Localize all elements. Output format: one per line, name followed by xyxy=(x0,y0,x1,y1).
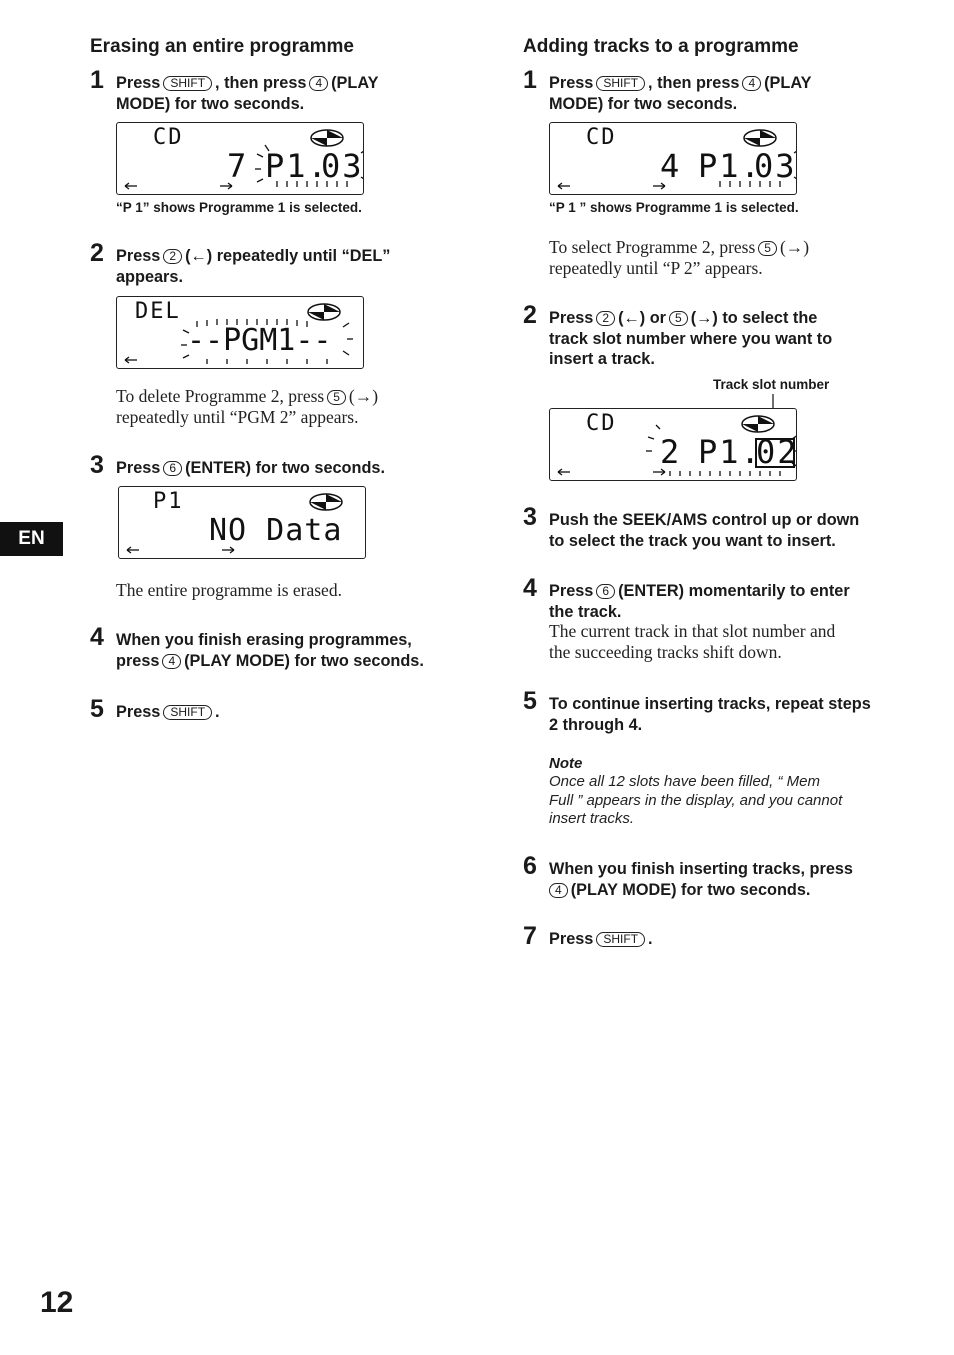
shift-key: SHIFT xyxy=(163,705,212,720)
key-5: 5 xyxy=(669,311,688,326)
lcd-display xyxy=(116,122,364,195)
step-note: The entire programme is erased. xyxy=(116,580,342,600)
step-number: 2 xyxy=(523,301,537,329)
key-4: 4 xyxy=(742,76,761,91)
disc-icon xyxy=(744,130,776,146)
step-text: To continue inserting tracks, repeat steps 2 through 4. xyxy=(549,695,871,734)
shift-key: SHIFT xyxy=(596,932,645,947)
key-4: 4 xyxy=(309,76,328,91)
step-number: 4 xyxy=(523,574,537,602)
step-number: 2 xyxy=(90,239,104,267)
lcd-main-text: --PGM1-- xyxy=(187,323,332,358)
key-6: 6 xyxy=(163,461,182,476)
disc-icon xyxy=(310,494,342,510)
lcd-top-text: DEL xyxy=(135,299,181,324)
step-text: Push the SEEK/AMS control up or down to select the track you want to insert. xyxy=(549,511,860,550)
lcd-top-text: CD xyxy=(586,411,617,436)
step-text: Press SHIFT , then press 4 (PLAY MODE) for two seconds. xyxy=(116,74,379,113)
step-text: Press SHIFT , then press 4 (PLAY MODE) for two seconds. xyxy=(549,74,812,113)
lcd-display xyxy=(118,486,366,559)
note-heading: Note xyxy=(549,755,583,772)
key-6: 6 xyxy=(596,584,615,599)
note-body: Once all 12 slots have been filled, “ Mem Full ” appears in the display, and you cannot insert tracks. xyxy=(549,773,843,827)
arrow-left-icon xyxy=(127,547,139,553)
lcd-top-text: P1 xyxy=(153,489,184,514)
step-number: 3 xyxy=(90,451,104,479)
arrow-left-icon xyxy=(125,357,137,363)
lcd-program: P1. xyxy=(265,147,329,185)
step-note: The current track in that slot number and the succeeding tracks shift down. xyxy=(549,621,836,662)
page-number: 12 xyxy=(40,1286,74,1319)
lcd-track: 7 xyxy=(227,147,249,185)
key-2: 2 xyxy=(596,311,615,326)
lcd-caption: “P 1 ” shows Programme 1 is selected. xyxy=(549,200,799,215)
step-number: 4 xyxy=(90,623,104,651)
key-4: 4 xyxy=(162,654,181,669)
step-text: Press SHIFT . xyxy=(549,930,653,948)
track-slot-label: Track slot number xyxy=(713,377,830,392)
step-number: 1 xyxy=(523,66,537,94)
section-heading-add: Adding tracks to a programme xyxy=(523,36,799,57)
lcd-caption: “P 1” shows Programme 1 is selected. xyxy=(116,200,362,215)
arrow-left-icon xyxy=(558,183,570,189)
lcd-track: 4 xyxy=(660,147,682,185)
disc-icon xyxy=(742,416,774,432)
disc-icon xyxy=(311,130,343,146)
disc-icon xyxy=(308,304,340,320)
lcd-slot: 02 xyxy=(756,433,799,471)
lcd-program: P1. xyxy=(698,147,762,185)
step-text: Press 6 (ENTER) for two seconds. xyxy=(116,459,385,477)
lcd-top-text: CD xyxy=(586,125,617,150)
step-note: To delete Programme 2, press 5 (→) repeatedly until “PGM 2” appears. xyxy=(116,386,379,427)
step-number: 1 xyxy=(90,66,104,94)
lcd-display xyxy=(116,296,364,369)
lcd-track: 2 xyxy=(660,433,682,471)
section-heading-erase: Erasing an entire programme xyxy=(90,36,354,57)
lcd-program: P1. xyxy=(698,433,762,471)
lcd-display xyxy=(549,122,797,195)
key-2: 2 xyxy=(163,249,182,264)
shift-key: SHIFT xyxy=(163,76,212,91)
step-text: Press 2 (←) or 5 (→) to select the track slot number where you want to insert a track. xyxy=(549,309,833,368)
step-number: 3 xyxy=(523,503,537,531)
step-text: When you finish inserting tracks, press 4 (PLAY MODE) for two seconds. xyxy=(549,860,853,899)
arrow-left-icon xyxy=(125,183,137,189)
step-text: Press 2 (←) repeatedly until “DEL” appears. xyxy=(116,247,391,286)
lcd-slot: 03 xyxy=(754,147,797,185)
step-number: 6 xyxy=(523,852,537,880)
step-text: Press 6 (ENTER) momentarily to enter the track. xyxy=(549,582,850,621)
step-text: Press SHIFT . xyxy=(116,703,220,721)
step-number: 5 xyxy=(523,687,537,715)
arrow-left-icon xyxy=(558,469,570,475)
lcd-main-text: NO Data xyxy=(209,513,343,548)
step-note: To select Programme 2, press 5 (→) repeatedly until “P 2” appears. xyxy=(549,237,810,278)
key-4: 4 xyxy=(549,883,568,898)
lcd-slot: 03 xyxy=(321,147,364,185)
step-number: 7 xyxy=(523,922,537,950)
lcd-display xyxy=(549,408,797,481)
language-tab: EN xyxy=(0,522,63,556)
lcd-top-text: CD xyxy=(153,125,184,150)
step-text: When you finish erasing programmes, press 4 (PLAY MODE) for two seconds. xyxy=(116,631,424,670)
step-number: 5 xyxy=(90,695,104,723)
key-5: 5 xyxy=(327,390,346,405)
shift-key: SHIFT xyxy=(596,76,645,91)
key-5: 5 xyxy=(758,241,777,256)
